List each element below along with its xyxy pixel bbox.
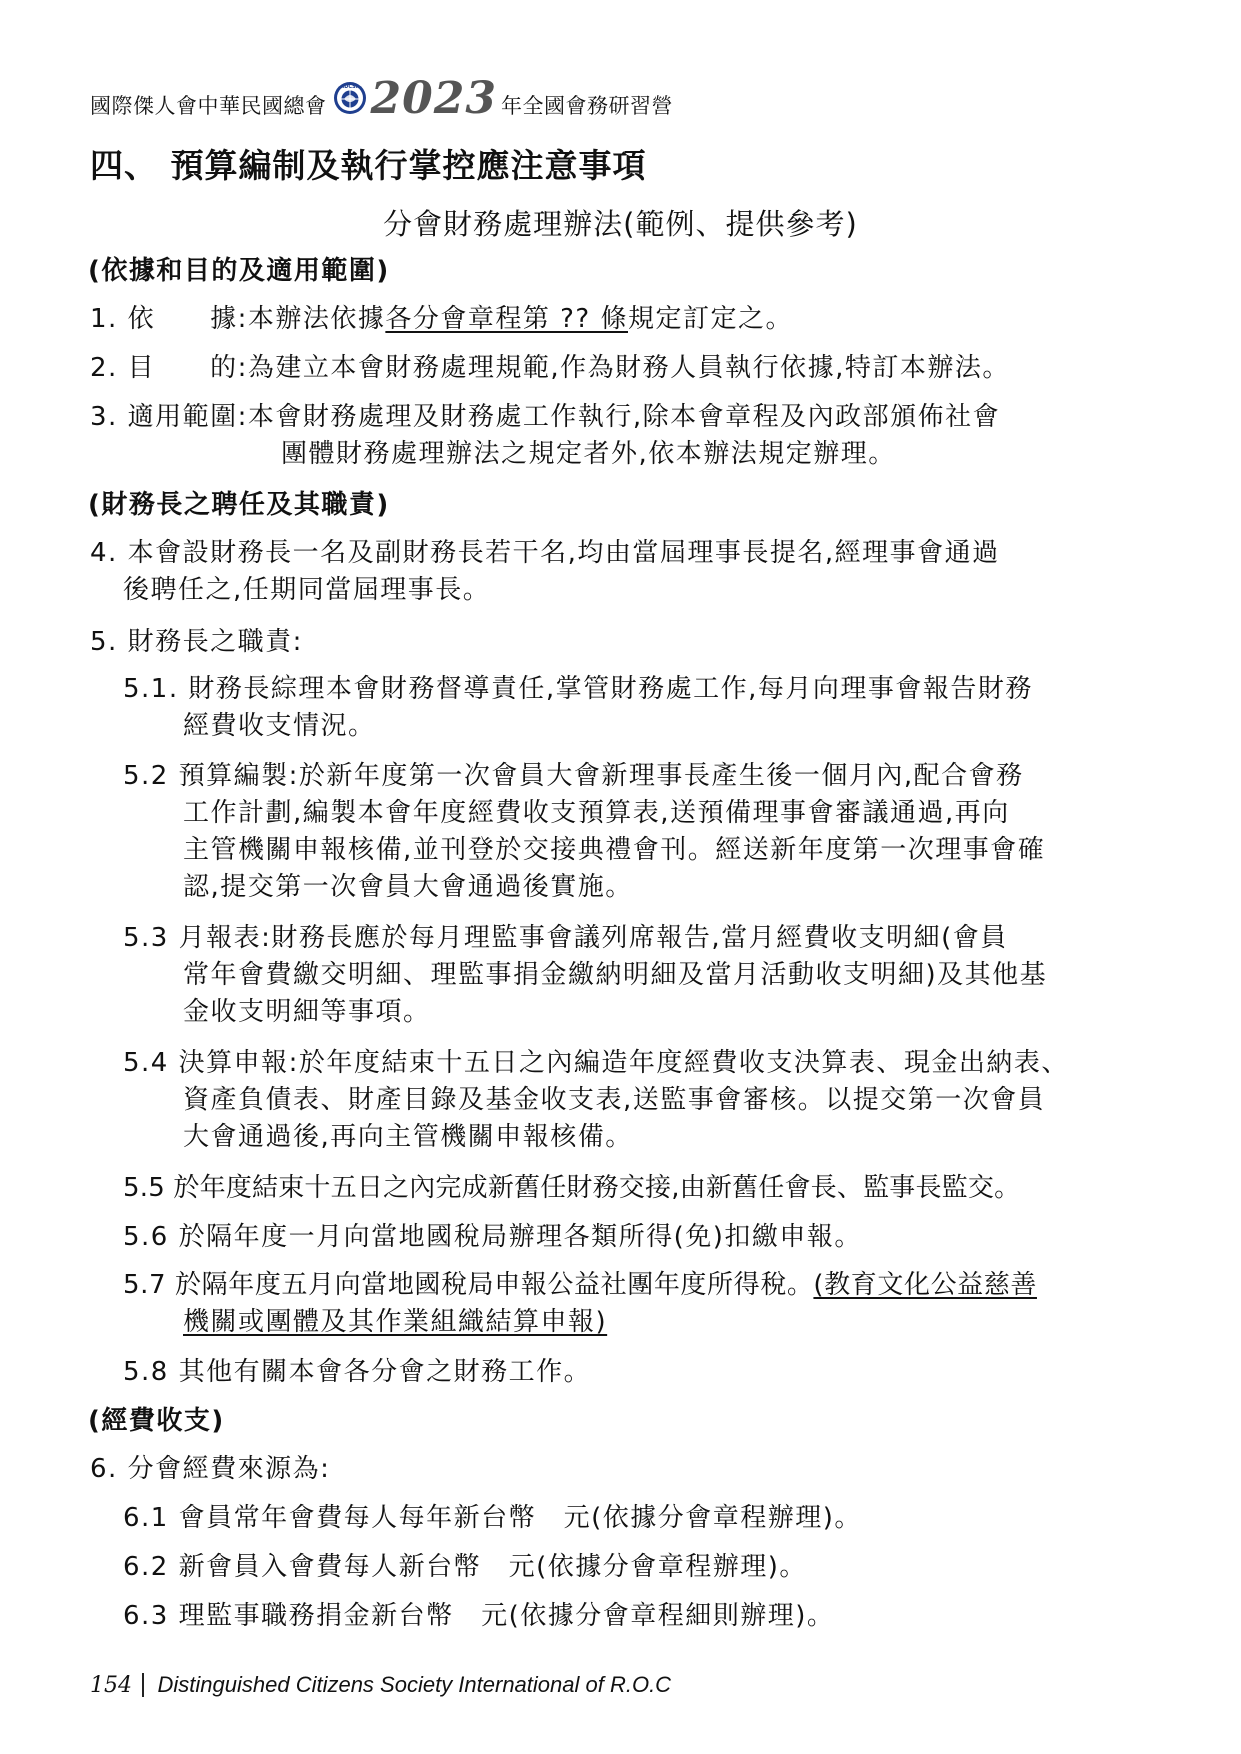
subhead-funding: (經費收支): [88, 1406, 225, 1436]
item-1-label: 1. 依 據:: [90, 304, 248, 334]
item-2-text: 為建立本會財務處理規範,作為財務人員執行依據,特訂本辦法。: [247, 353, 1010, 383]
item-5-5: 5.5 於年度結束十五日之內完成新舊任財務交接,由新舊任會長、監事長監交。: [123, 1173, 1021, 1203]
item-5-4-line-1: 5.4 決算申報:於年度結束十五日之內編造年度經費收支決算表、現金出納表、: [123, 1048, 1069, 1078]
item-3-line-1: 本會財務處理及財務處工作執行,除本會章程及內政部頒佈社會: [247, 402, 1001, 432]
item-5-7-underlined-b: 機關或團體及其作業組織結算申報): [183, 1307, 608, 1337]
subhead-scope: (依據和目的及適用範圍): [88, 256, 390, 286]
item-5-1-line-2: 經費收支情況。: [183, 711, 376, 741]
subhead-treasurer: (財務長之聘任及其職責): [88, 490, 390, 520]
item-5-2-line-4: 認,提交第一次會員大會通過後實施。: [183, 872, 633, 902]
item-5-7-text: 5.7 於隔年度五月向當地國稅局申報公益社團年度所得稅。: [123, 1270, 814, 1300]
header-year: 2023: [370, 72, 497, 124]
item-4-line-1: 4. 本會設財務長一名及副財務長若干名,均由當屆理事長提名,經理事會通過: [90, 538, 1000, 568]
header-event: 年全國會務研習營: [500, 94, 673, 118]
header-org: 國際傑人會中華民國總會: [90, 94, 327, 118]
item-3-label: 3. 適用範圍:: [90, 402, 248, 432]
item-5-7-line-1: [123, 1264, 1037, 1301]
item-3: [90, 396, 1000, 433]
item-1-text-a: 本辦法依據: [247, 304, 386, 334]
item-5-3-line-1: 5.3 月報表:財務長應於每月理監事會議列席報告,當月經費收支明細(會員: [123, 923, 1008, 953]
item-5-6: 5.6 於隔年度一月向當地國稅局辦理各類所得(免)扣繳申報。: [123, 1222, 862, 1252]
section-title: 四、 預算編制及執行掌控應注意事項: [90, 146, 647, 185]
footer-divider: [142, 1673, 144, 1697]
item-5-4-line-3: 大會通過後,再向主管機關申報核備。: [183, 1122, 633, 1152]
item-3-line-2: 團體財務處理辦法之規定者外,依本辦法規定辦理。: [281, 439, 896, 469]
item-6: 6. 分會經費來源為:: [90, 1454, 331, 1484]
item-4-line-2: 後聘任之,任期同當屆理事長。: [123, 575, 491, 605]
item-1: [90, 298, 793, 335]
item-1-text-b: 規定訂定之。: [628, 304, 794, 334]
item-1-text-underlined: 各分會章程第 ?? 條: [385, 304, 628, 334]
item-5-7-underlined-a: (教育文化公益慈善: [813, 1270, 1037, 1300]
item-5-2-line-2: 工作計劃,編製本會年度經費收支預算表,送預備理事會審議通過,再向: [183, 798, 1010, 828]
item-5-2-line-3: 主管機關申報核備,並刊登於交接典禮會刊。經送新年度第一次理事會確: [183, 835, 1046, 865]
item-2-label: 2. 目 的:: [90, 353, 248, 383]
footer-text: Distinguished Citizens Society International of R.O.C: [157, 1672, 672, 1697]
item-6-2: 6.2 新會員入會費每人新台幣 元(依據分會章程辦理)。: [123, 1552, 807, 1582]
item-5-8: 5.8 其他有關本會各分會之財務工作。: [123, 1357, 592, 1387]
item-5-2-line-1: 5.2 預算編製:於新年度第一次會員大會新理事長產生後一個月內,配合會務: [123, 761, 1024, 791]
document-title: 分會財務處理辦法(範例、提供參考): [383, 207, 858, 241]
item-5-4-line-2: 資產負債表、財產目錄及基金收支表,送監事會審核。以提交第一次會員: [183, 1085, 1046, 1115]
item-5-3-line-2: 常年會費繳交明細、理監事捐金繳納明細及當月活動收支明細)及其他基: [183, 960, 1048, 990]
item-5-1-line-1: 5.1. 財務長綜理本會財務督導責任,掌管財務處工作,每月向理事會報告財務: [123, 674, 1033, 704]
logo-text: IDCSI: [341, 84, 358, 91]
item-5-3-line-3: 金收支明細等事項。: [183, 997, 431, 1027]
page-footer: [90, 1672, 671, 1698]
item-6-3: 6.3 理監事職務捐金新台幣 元(依據分會章程細則辦理)。: [123, 1601, 835, 1631]
page-header: [90, 68, 673, 128]
item-6-1: 6.1 會員常年會費每人每年新台幣 元(依據分會章程辦理)。: [123, 1503, 862, 1533]
page-number: 154: [90, 1672, 132, 1698]
item-2: [90, 347, 1010, 384]
society-logo-icon: [333, 81, 367, 115]
item-5: 5. 財務長之職責:: [90, 627, 303, 657]
